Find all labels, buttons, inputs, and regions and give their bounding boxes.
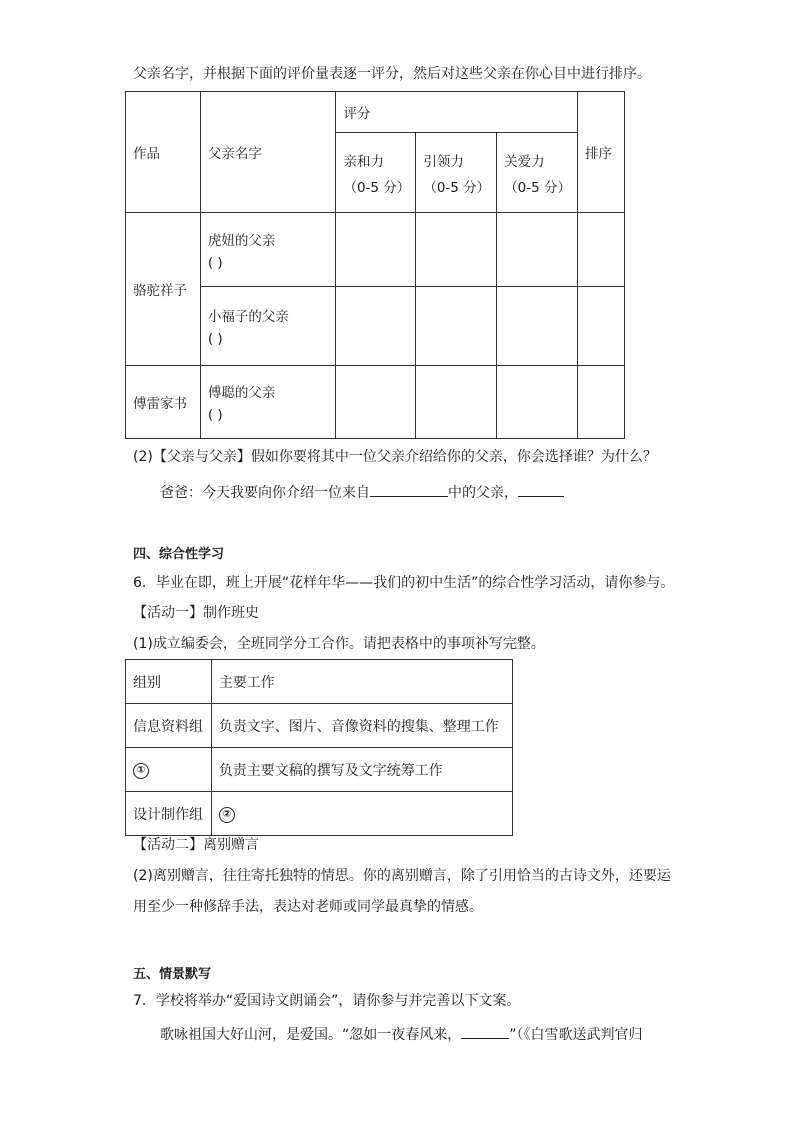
score-col-range: （0-5 分） xyxy=(504,179,572,196)
rank-cell[interactable] xyxy=(578,213,625,287)
question-2-line: (2)【父亲与父亲】假如你要将其中一位父亲介绍给你的父亲，你会选择谁？为什么？ xyxy=(133,449,657,465)
work-cell-blank[interactable] xyxy=(211,792,512,836)
father-name-cell xyxy=(200,213,336,287)
intro-line: 父亲名字，并根据下面的评价量表逐一评分，然后对这些父亲在你心目中进行排序。 xyxy=(133,66,651,82)
score-cell[interactable] xyxy=(416,366,497,439)
circled-number-2: ② xyxy=(219,807,235,823)
activity-2-heading: 【活动二】离别赠言 xyxy=(133,837,259,853)
circled-number-1: ① xyxy=(133,763,149,779)
question-2-fill-line xyxy=(160,480,564,503)
score-col-label: 引领力 xyxy=(423,153,464,170)
score-cell[interactable] xyxy=(497,213,578,287)
work-cell: 负责文字、图片、音像资料的搜集、整理工作 xyxy=(211,704,512,748)
father-name-cell xyxy=(200,287,336,366)
score-col-affinity xyxy=(336,133,416,213)
father-name: 小福子的父亲 xyxy=(207,309,289,325)
score-cell[interactable] xyxy=(497,287,578,366)
col-header-rank: 排序 xyxy=(578,92,625,213)
score-col-label: 亲和力 xyxy=(343,153,384,170)
question-6-1-line: (1)成立编委会，全班同学分工合作。请把表格中的事项补写完整。 xyxy=(133,636,545,652)
score-cell[interactable] xyxy=(416,213,497,287)
header-group: 组别 xyxy=(126,660,212,704)
work-cell: 负责主要文稿的撰写及文字统筹工作 xyxy=(211,748,512,792)
question-6-2-line-1: (2)离别赠言，往往寄托独特的情思。你的离别赠言，除了引用恰当的古诗文外，还要运 xyxy=(133,868,671,884)
score-cell[interactable] xyxy=(336,366,416,439)
header-main-work: 主要工作 xyxy=(211,660,512,704)
father-evaluation-table xyxy=(125,91,625,439)
father-name: 虎妞的父亲 xyxy=(207,232,276,249)
score-col-leadership xyxy=(416,133,497,213)
answer-blank[interactable] xyxy=(461,1022,509,1039)
poem-prompt-text: 歌咏祖国大好山河，是爱国。“忽如一夜春风来， xyxy=(160,1027,462,1043)
father-name-blank[interactable]: ( ) xyxy=(207,407,223,423)
answer-blank[interactable] xyxy=(518,480,564,497)
score-col-range: （0-5 分） xyxy=(343,179,411,196)
rank-cell[interactable] xyxy=(578,287,625,366)
group-cell: 信息资料组 xyxy=(126,704,212,748)
father-name-cell xyxy=(200,366,336,439)
score-cell[interactable] xyxy=(336,287,416,366)
group-cell-blank[interactable] xyxy=(126,748,212,792)
score-cell[interactable] xyxy=(416,287,497,366)
score-cell[interactable] xyxy=(497,366,578,439)
col-header-score: 评分 xyxy=(336,92,578,133)
score-col-label: 关爱力 xyxy=(504,153,545,170)
question-6-2-line-2: 用至少一种修辞手法，表达对老师或同学最真挚的情感。 xyxy=(133,899,483,915)
father-name: 傅聪的父亲 xyxy=(207,385,276,401)
activity-1-heading: 【活动一】制作班史 xyxy=(133,605,259,621)
col-header-work: 作品 xyxy=(126,92,201,213)
question-6-line: 6．毕业在即，班上开展“花样年华——我们的初中生活”的综合性学习活动，请你参与。 xyxy=(133,575,675,591)
score-col-range: （0-5 分） xyxy=(423,179,491,196)
group-division-table xyxy=(125,659,513,836)
score-cell[interactable] xyxy=(336,213,416,287)
answer-blank[interactable] xyxy=(370,480,448,497)
rank-cell[interactable] xyxy=(578,366,625,439)
father-name-blank[interactable]: ( ) xyxy=(207,331,223,347)
section-4-title: 四、综合性学习 xyxy=(133,547,225,562)
fill-text: 爸爸：今天我要向你介绍一位来自 xyxy=(160,485,370,501)
work-cell-camel-xiangzi: 骆驼祥子 xyxy=(126,213,201,366)
father-name-blank[interactable]: ( ) xyxy=(207,254,223,271)
question-7-line: 7．学校将举办“爱国诗文朗诵会”，请你参与并完善以下文案。 xyxy=(133,993,521,1009)
poem-source-text: ”（《白雪歌送武判官归 xyxy=(509,1027,643,1043)
group-cell: 设计制作组 xyxy=(126,792,212,836)
work-cell-fu-lei-letters: 傅雷家书 xyxy=(126,366,201,439)
fill-text: 中的父亲， xyxy=(448,485,518,501)
col-header-father-name: 父亲名字 xyxy=(200,92,336,213)
question-7-text xyxy=(160,1022,643,1045)
score-col-care xyxy=(497,133,578,213)
section-5-title: 五、情景默写 xyxy=(133,967,212,982)
